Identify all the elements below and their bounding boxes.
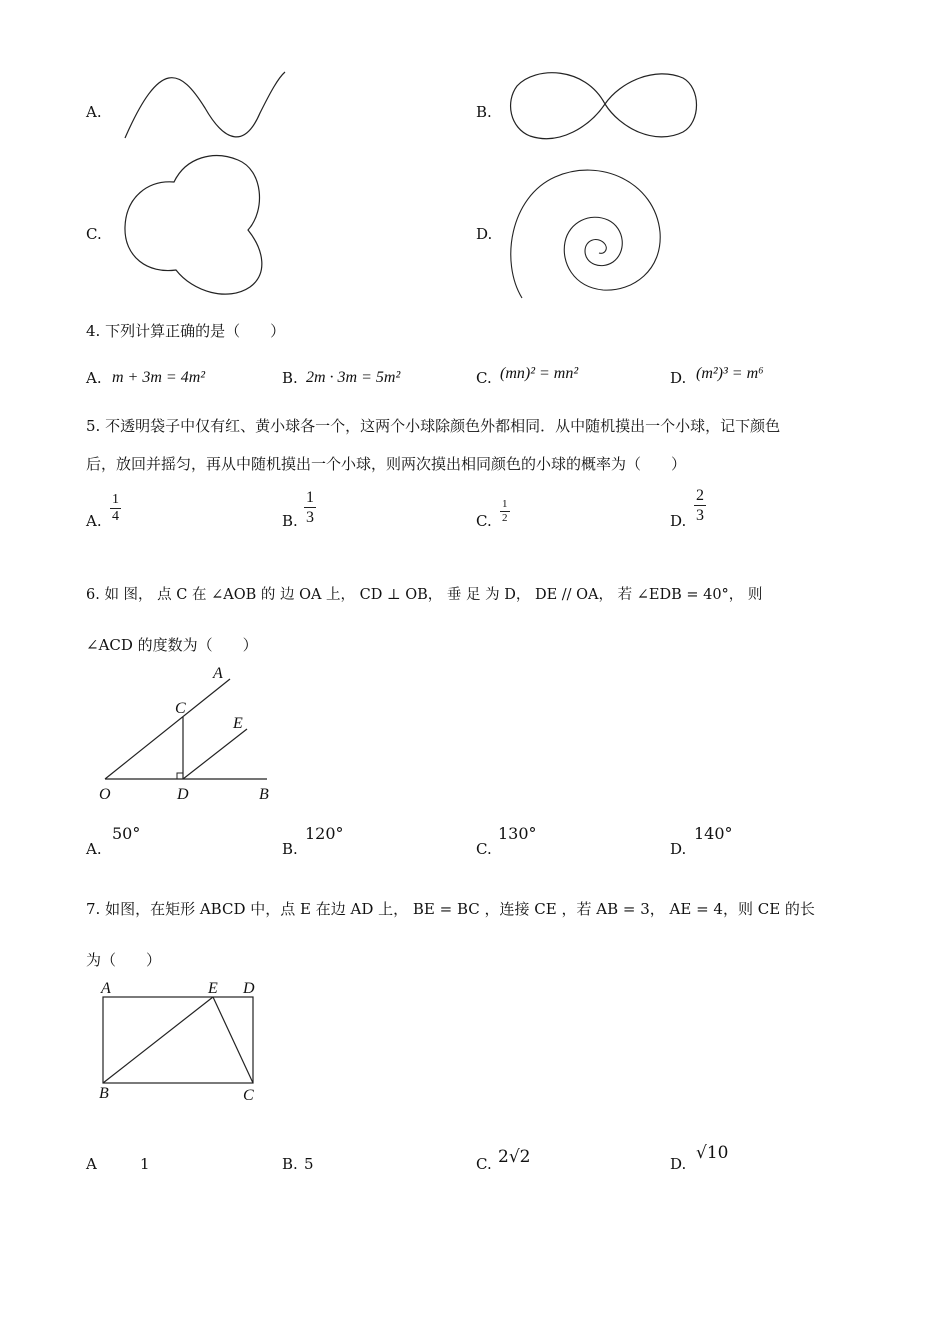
segment-be <box>103 997 213 1083</box>
three-lobe-curve <box>125 156 262 295</box>
q7-line1: 7. 如图，在矩形 ABCD 中，点 E 在边 AD 上， BE = BC ，连接 CE ，若 AB = 3， AE = 4，则 CE 的长 <box>86 900 815 918</box>
q7-option-b-label: B. <box>282 1155 298 1173</box>
q3-option-b-figure <box>505 66 705 146</box>
q6-option-c-label: C. <box>476 840 492 858</box>
fraction-numerator: 1 <box>112 492 119 507</box>
q6-option-d-value: 140° <box>694 824 733 843</box>
point-label-e: E <box>233 715 243 732</box>
fraction-numerator: 2 <box>696 487 704 504</box>
point-label-b: B <box>259 786 269 803</box>
point-label-c: C <box>243 1087 254 1104</box>
q4-option-c-expr: (mn)² = mn² <box>500 365 579 382</box>
fraction-numerator: 1 <box>306 489 314 506</box>
q7-option-a-label: A <box>86 1155 97 1173</box>
q5-option-a-fraction <box>110 492 121 525</box>
q4-option-a-label: A. <box>86 369 102 387</box>
point-label-e: E <box>208 980 218 997</box>
q7-option-c-label: C. <box>476 1155 492 1173</box>
q4-option-a-expr: m + 3m = 4m² <box>112 369 206 386</box>
q6-option-d-label: D. <box>670 840 687 858</box>
q3-option-b-label: B. <box>476 103 492 121</box>
point-label-a: A <box>213 665 223 682</box>
q3-option-a-figure <box>120 68 290 143</box>
q4-option-d-label: D. <box>670 369 687 387</box>
fraction-denominator: 4 <box>112 509 119 524</box>
q5-option-d-label: D. <box>670 512 687 530</box>
q3-option-a-label: A. <box>86 103 102 121</box>
q5-option-a-label: A. <box>86 512 102 530</box>
right-angle-mark <box>177 773 183 779</box>
lemniscate-curve <box>511 73 697 139</box>
fraction-numerator: 1 <box>502 498 508 510</box>
point-label-a: A <box>101 980 111 997</box>
q7-figure <box>95 976 265 1106</box>
rectangle-abcd <box>103 997 253 1083</box>
q5-line1: 5. 不透明袋子中仅有红、黄小球各一个，这两个小球除颜色外都相同．从中随机摸出一个小球，记下颜色 <box>86 417 781 435</box>
segment-ce <box>213 997 253 1083</box>
q6-option-a-value: 50° <box>112 824 141 843</box>
q7-option-d-value: √10 <box>696 1143 729 1163</box>
fraction-denominator: 3 <box>696 507 704 524</box>
ray-oa <box>105 679 230 779</box>
q7-option-a-value: 1 <box>140 1155 150 1173</box>
q3-option-c-label: C. <box>86 225 102 243</box>
q4-option-d-expr: (m²)³ = m⁶ <box>696 365 764 382</box>
point-label-d: D <box>177 786 189 803</box>
q4-option-c-label: C. <box>476 369 492 387</box>
q4-option-b-label: B. <box>282 369 298 387</box>
q5-option-c-fraction <box>500 498 510 525</box>
q5-line2: 后，放回并摇匀，再从中随机摸出一个小球，则两次摸出相同颜色的小球的概率为（ ） <box>86 455 687 473</box>
point-label-d: D <box>243 980 255 997</box>
q7-option-c-value: 2√2 <box>498 1147 531 1167</box>
q6-figure <box>95 662 280 807</box>
q6-line1: 6. 如 图， 点 C 在 ∠AOB 的 边 OA 上， CD ⊥ OB， 垂 足 为 D， DE // OA， 若 ∠EDB = 40°， 则 <box>86 587 763 603</box>
ray-de <box>183 729 247 779</box>
q3-option-d-label: D. <box>476 225 493 243</box>
q7-option-d-label: D. <box>670 1155 687 1173</box>
point-label-b: B <box>99 1085 109 1102</box>
q6-option-b-label: B. <box>282 840 298 858</box>
q7-option-b-value: 5 <box>304 1155 314 1173</box>
q3-option-d-figure <box>505 152 675 302</box>
spiral-curve <box>511 170 660 298</box>
q6-option-b-value: 120° <box>305 824 344 843</box>
q6-option-a-label: A. <box>86 840 102 858</box>
q5-option-b-fraction <box>304 488 316 527</box>
sine-curve <box>125 72 285 138</box>
fraction-denominator: 2 <box>502 512 508 524</box>
q5-option-b-label: B. <box>282 512 298 530</box>
q6-line2: ∠ACD 的度数为（ ） <box>86 636 258 654</box>
q5-option-c-label: C. <box>476 512 492 530</box>
q5-option-d-fraction <box>694 486 706 525</box>
fraction-denominator: 3 <box>306 509 314 526</box>
point-label-o: O <box>99 786 111 803</box>
q4-stem: 4. 下列计算正确的是（ ） <box>86 322 286 340</box>
q3-option-c-figure <box>118 152 268 302</box>
q7-line2: 为（ ） <box>86 951 162 969</box>
q4-option-b-expr: 2m · 3m = 5m² <box>306 369 401 386</box>
q6-option-c-value: 130° <box>498 824 537 843</box>
point-label-c: C <box>175 700 186 717</box>
